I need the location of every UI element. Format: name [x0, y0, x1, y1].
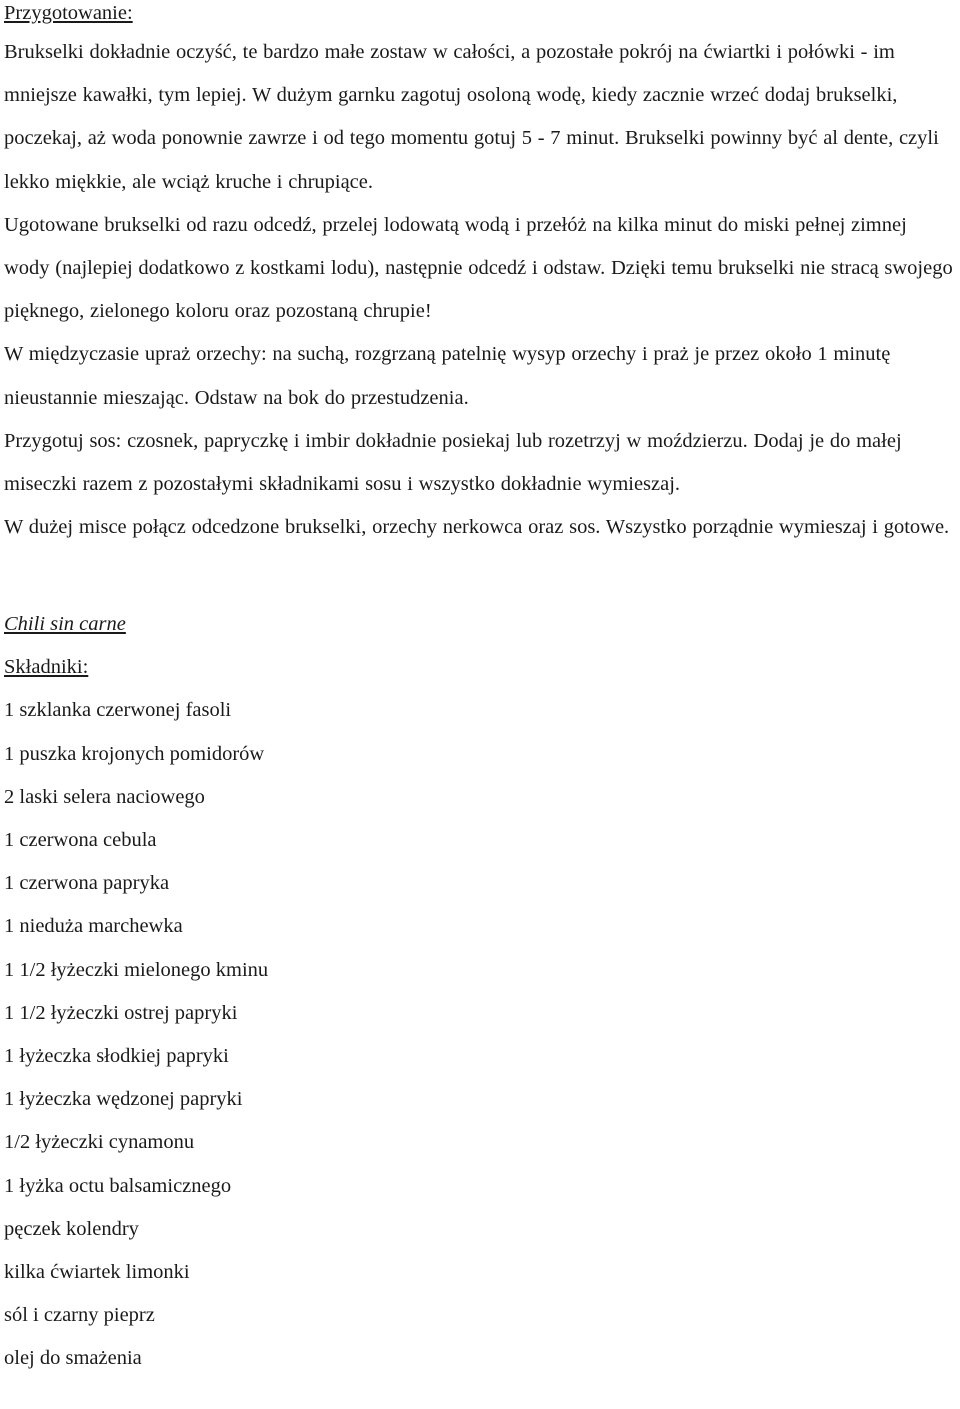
ingredients-heading: Składniki:: [4, 656, 89, 679]
preparation-paragraph: Przygotuj sos: czosnek, papryczkę i imbir dokładnie posiekaj lub rozetrzyj w moździerzu. Dodaj je do małej miseczki razem z pozostałymi składnikami sosu i wszystko dokładnie wymieszaj.: [4, 429, 902, 496]
preparation-text: [4, 31, 956, 549]
ingredient-item: 2 laski selera naciowego: [4, 785, 205, 808]
ingredient-item: pęczek kolendry: [4, 1217, 139, 1240]
ingredient-item: 1 łyżka octu balsamicznego: [4, 1174, 232, 1197]
preparation-paragraph: W międzyczasie upraż orzechy: na suchą, rozgrzaną patelnię wysyp orzechy i praż je przez około 1 minutę nieustannie mieszając. Odstaw na bok do przestudzenia.: [4, 343, 891, 409]
preparation-paragraph: W dużej misce połącz odcedzone brukselki, orzechy nerkowca oraz sos. Wszystko porządnie wymieszaj i gotowe.: [4, 516, 950, 539]
ingredient-item: 1 łyżeczka słodkiej papryki: [4, 1044, 229, 1067]
ingredient-item: 1 puszka krojonych pomidorów: [4, 742, 265, 765]
ingredient-item: kilka ćwiartek limonki: [4, 1260, 190, 1283]
ingredient-item: sól i czarny pieprz: [4, 1304, 155, 1327]
ingredient-item: 1 1/2 łyżeczki mielonego kminu: [4, 958, 269, 981]
preparation-paragraph: Ugotowane brukselki od razu odcedź, przelej lodowatą wodą i przełóż na kilka minut do miski pełnej zimnej wody (najlepiej dodatkowo z kostkami lodu), następnie odcedź i odstaw. Dzięki temu brukselki nie stracą swojego pięknego, zielonego koloru oraz pozostaną chrupie!: [4, 213, 953, 323]
ingredient-item: 1 czerwona papryka: [4, 872, 170, 895]
ingredient-item: 1 nieduża marchewka: [4, 915, 183, 938]
ingredient-item: olej do smażenia: [4, 1347, 142, 1370]
ingredient-item: 1 łyżeczka wędzonej papryki: [4, 1088, 243, 1111]
recipe-title: Chili sin carne: [4, 613, 126, 636]
preparation-heading: Przygotowanie:: [4, 2, 133, 24]
document-page: [4, 0, 956, 1388]
ingredient-item: 1 czerwona cebula: [4, 829, 157, 851]
ingredient-item: 1 1/2 łyżeczki ostrej papryki: [4, 1001, 238, 1024]
preparation-paragraph: Brukselki dokładnie oczyść, te bardzo małe zostaw w całości, a pozostałe pokrój na ćwiartki i połówki - im mniejsze kawałki, tym lepiej. W dużym garnku zagotuj osoloną wodę, kiedy zacznie wrzeć dodaj brukselki, poczekaj, aż woda ponownie zawrze i od tego momentu gotuj 5 - 7 minut. Brukselki powinny być al dente, czyli lekko miękkie, ale wciąż kruche i chrupiące.: [4, 41, 939, 193]
ingredient-list: [4, 697, 956, 1388]
ingredient-item: 1 szklanka czerwonej fasoli: [4, 699, 232, 722]
ingredient-item: 1/2 łyżeczki cynamonu: [4, 1131, 195, 1154]
